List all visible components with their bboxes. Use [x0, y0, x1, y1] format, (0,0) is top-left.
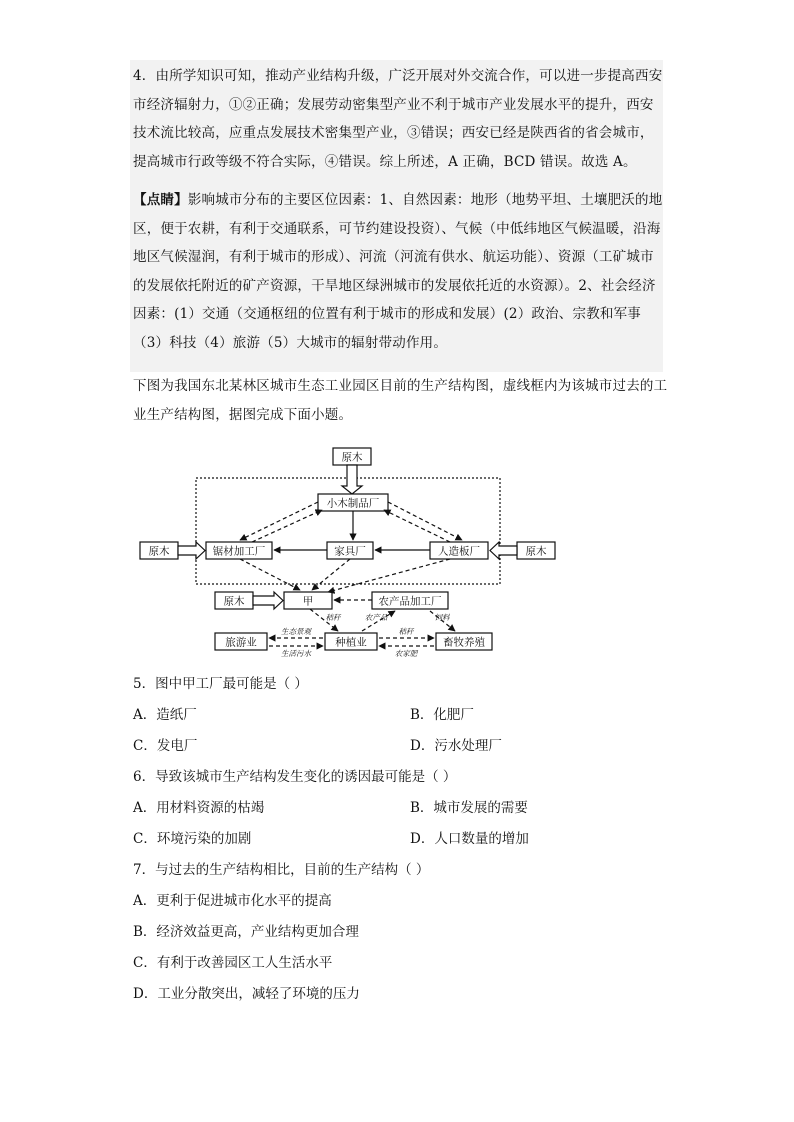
flow-wushui: 生活污水 — [281, 649, 311, 658]
analysis-q4: 4．由所学知识可知，推动产业结构升级，广泛开展对外交流合作，可以进一步提高西安市经济辐射力，①②正确；发展劳动密集型产业不利于城市产业发展水平的提升，西安技术流比较高，应重点发展技术密集型产业，③错误；西安已经是陕西省的省会城市，提高城市行政等级不符合实际，④错误。综上所述，A 正确，BCD 错误。故选 A。 — [133, 68, 663, 170]
q5-option-a[interactable]: A．造纸厂 — [133, 707, 197, 723]
intro-text: 下图为我国东北某林区城市生态工业园区目前的生产结构图，虚线框内为该城市过去的工业生产结构图，据图完成下面小题。 — [133, 378, 668, 423]
q5-option-c[interactable]: C．发电厂 — [133, 738, 198, 754]
label-xiaomu: 小木制品厂 — [326, 497, 380, 510]
label-renzao: 人造板厂 — [438, 545, 480, 558]
hollow-arrow-bottom — [253, 592, 283, 609]
q7-option-b[interactable]: B．经济效益更高，产业结构更加合理 — [133, 924, 359, 940]
q5-option-d[interactable]: D．污水处理厂 — [410, 738, 502, 754]
analysis-tip — [133, 186, 663, 358]
label-wood-bottom: 原木 — [223, 595, 245, 608]
hollow-arrow-right — [490, 542, 517, 559]
flow-jiegan-right: 秸秆 — [398, 627, 414, 636]
q6-option-c[interactable]: C．环境污染的加剧 — [133, 831, 252, 847]
label-wood-right: 原木 — [525, 545, 547, 558]
label-jiaju: 家具厂 — [334, 545, 366, 558]
label-wood-left: 原木 — [148, 545, 170, 558]
flow-nongchanpin: 农产品 — [364, 613, 388, 622]
tip-label: 【点睛】 — [133, 192, 188, 208]
flow-feiliao: 饲料 — [434, 613, 450, 622]
q7-option-a[interactable]: A．更利于促进城市化水平的提高 — [133, 893, 332, 909]
q5-option-b[interactable]: B．化肥厂 — [410, 707, 474, 723]
question-6-stem: 6．导致该城市生产结构发生变化的诱因最可能是（ ） — [133, 769, 457, 785]
hollow-arrow-left — [178, 542, 205, 559]
tip-text: 影响城市分布的主要区位因素：1、自然因素：地形（地势平坦、土壤肥沃的地区，便于农耕，有利于交通联系，可节约建设投资）、气候（中低纬地区气候温暖，沿海地区气候湿润，有利于城市的形成）、河流（河流有供水、航运功能）、资源（工矿城市的发展依托附近的矿产资源，干旱地区绿洲城市的发展依托近的水资源）。2、社会经济因素：(1）交通（交通枢纽的位置有利于城市的形成和发展）(2）政治、宗教和军事（3）科技（4）旅游（5）大城市的辐射带动作用。 — [133, 192, 663, 351]
question-5-stem: 5．图中甲工厂最可能是（ ） — [133, 676, 308, 692]
label-zhongzhi: 种植业 — [335, 636, 367, 649]
q6-option-a[interactable]: A．用材料资源的枯竭 — [133, 800, 265, 816]
q6-option-b[interactable]: B．城市发展的需要 — [410, 800, 528, 816]
hollow-arrow-top — [342, 465, 362, 494]
production-structure-diagram — [0, 440, 794, 670]
label-jia: 甲 — [302, 595, 314, 608]
label-wood-top: 原木 — [341, 451, 363, 464]
label-lvyou: 旅游业 — [225, 636, 257, 649]
q6-option-d[interactable]: D．人口数量的增加 — [410, 831, 529, 847]
question-7-stem: 7．与过去的生产结构相比，目前的生产结构（ ） — [133, 862, 430, 878]
label-jucai: 锯材加工厂 — [212, 545, 266, 558]
q7-option-c[interactable]: C．有利于改善园区工人生活水平 — [133, 955, 333, 971]
flow-jiegan-left: 秸秆 — [325, 613, 341, 622]
q7-option-d[interactable]: D．工业分散突出，减轻了环境的压力 — [133, 986, 360, 1002]
flow-nongjiafei: 农家肥 — [394, 649, 418, 658]
label-xumu: 畜牧养殖 — [443, 636, 485, 649]
flow-shengtai: 生态景观 — [281, 627, 311, 636]
label-nongchan: 农产品加工厂 — [378, 595, 442, 608]
